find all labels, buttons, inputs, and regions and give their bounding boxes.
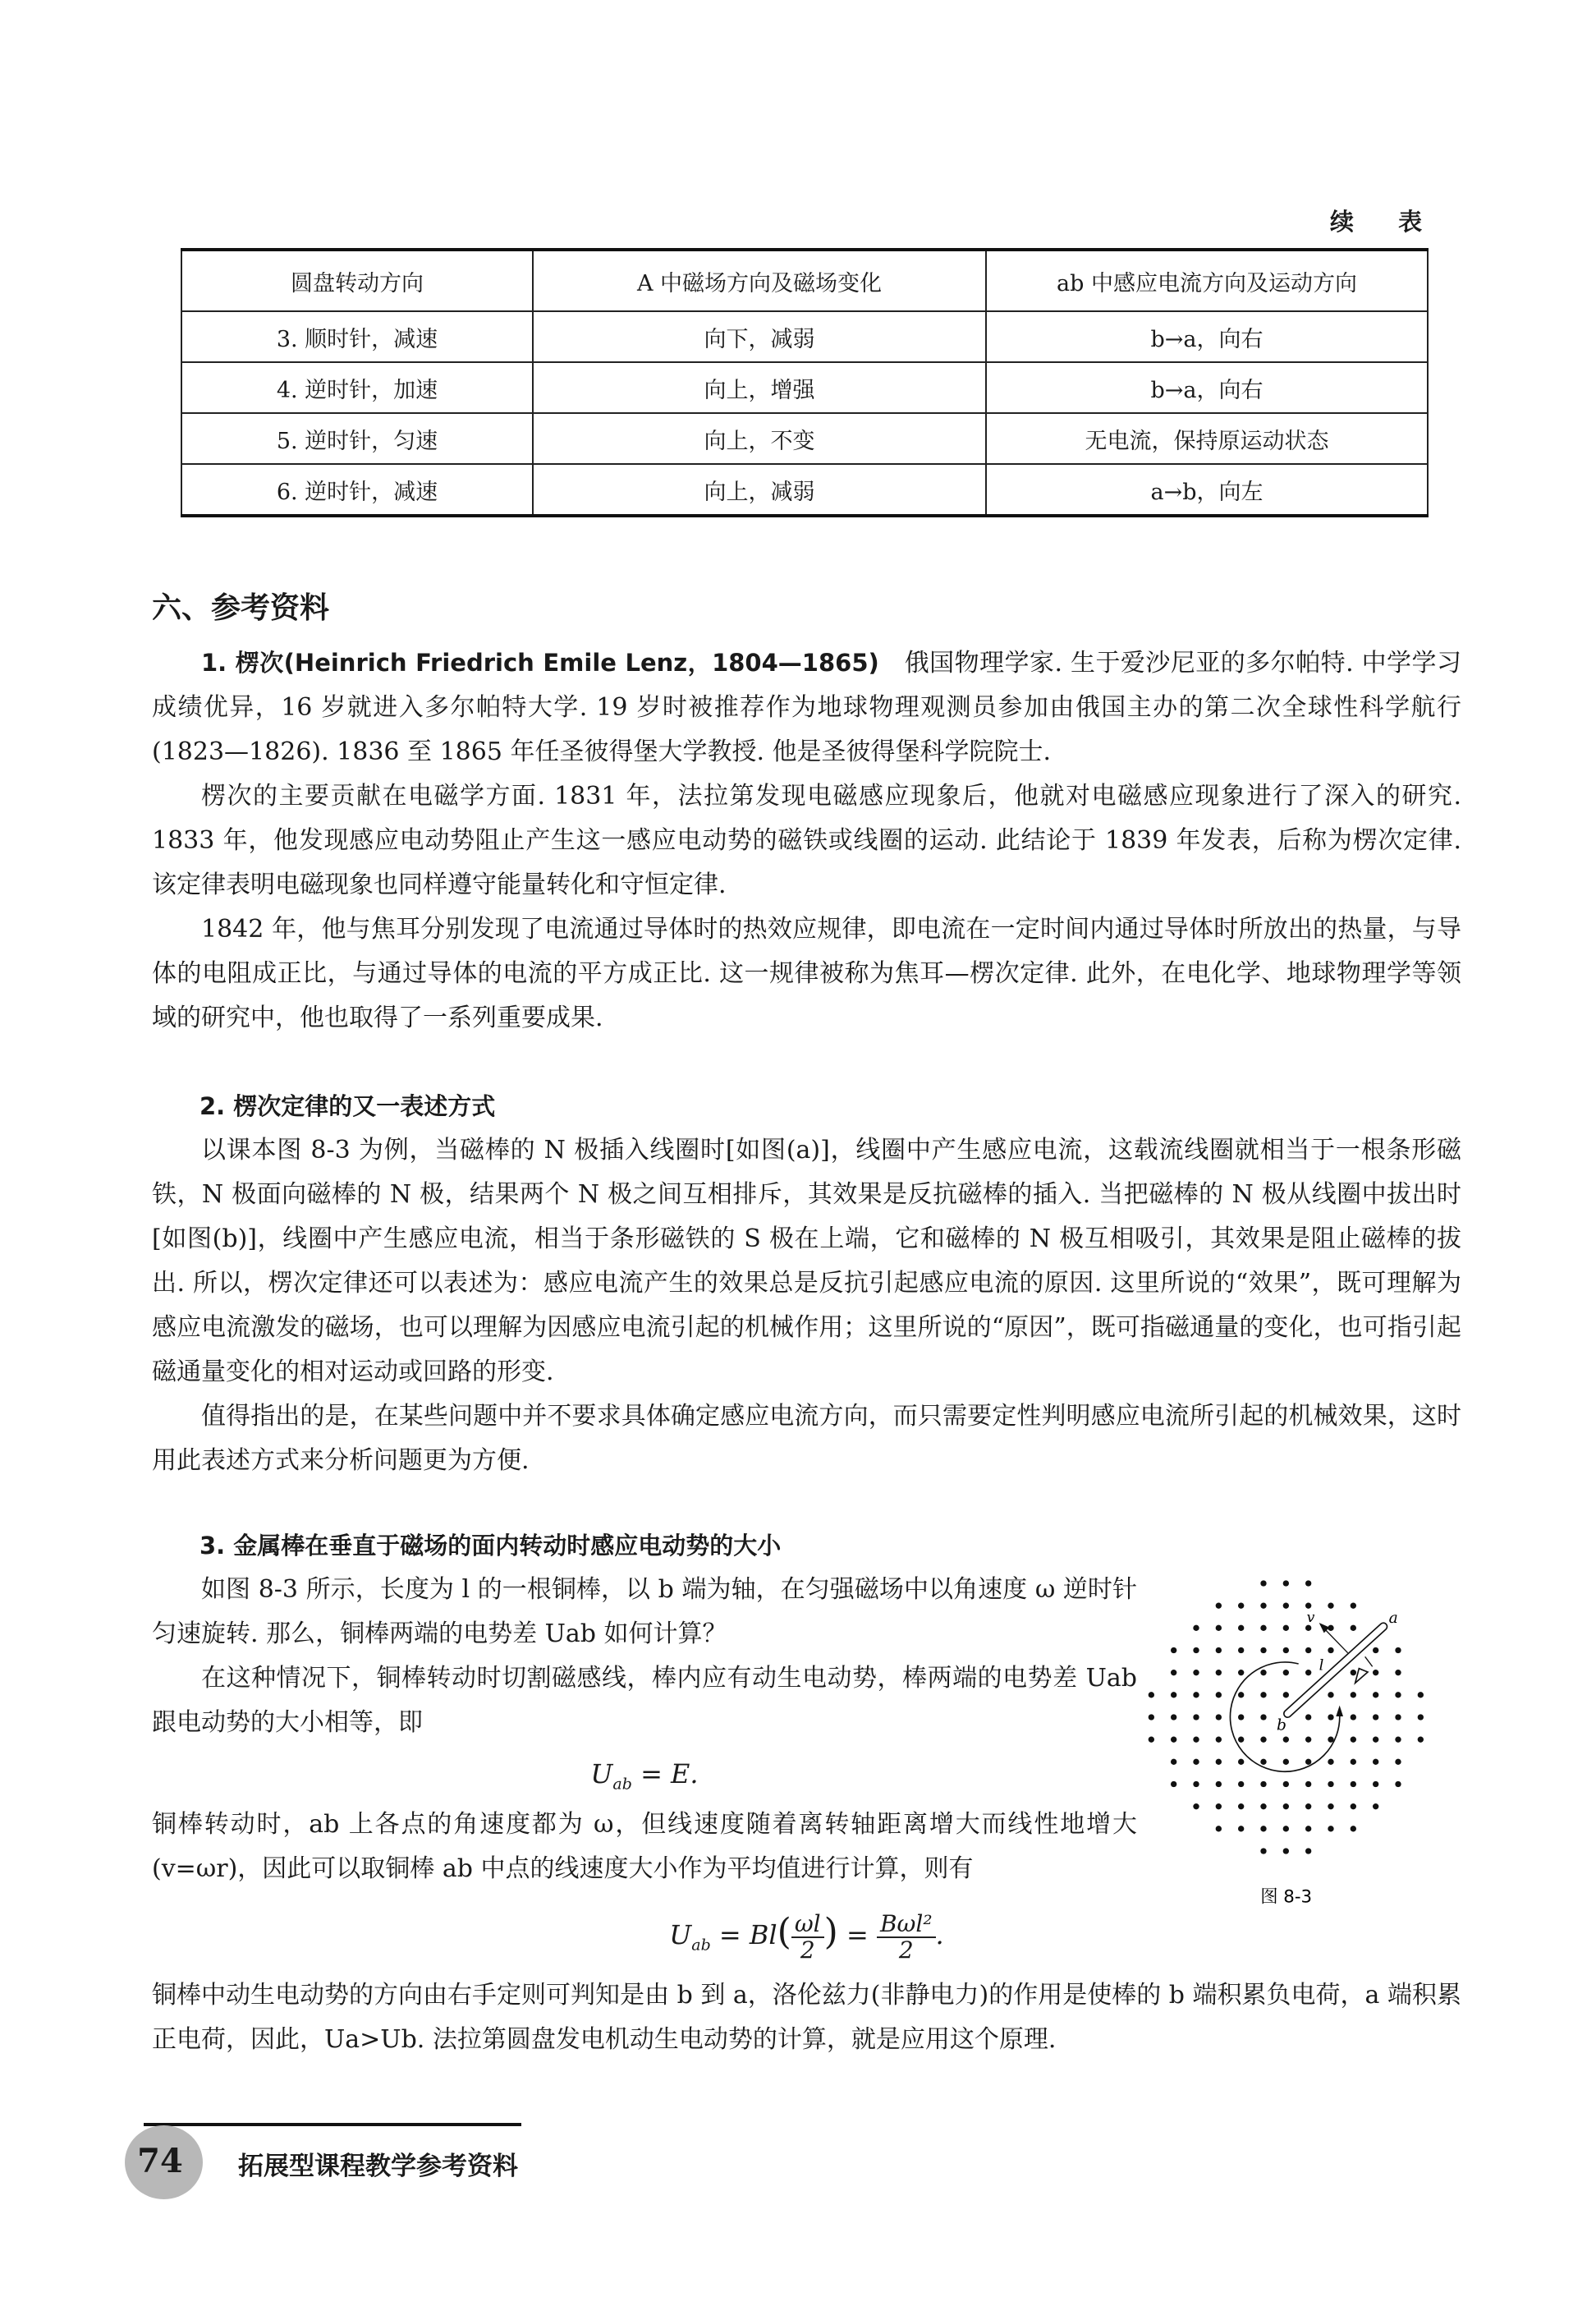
field-dot (1351, 1603, 1356, 1609)
field-dot (1238, 1759, 1244, 1765)
field-dot (1238, 1625, 1244, 1631)
field-dot (1305, 1714, 1311, 1720)
field-dot (1373, 1781, 1378, 1787)
segment-marker (1355, 1669, 1368, 1684)
table-cell: 向上，增强 (533, 362, 986, 413)
field-dot (1328, 1647, 1333, 1653)
field-dot (1351, 1714, 1356, 1720)
formula-subscript: ab (691, 1936, 711, 1955)
table-cell: 向下，减弱 (533, 311, 986, 362)
footer-rule (144, 2123, 521, 2126)
field-dot (1193, 1781, 1199, 1787)
field-dot (1171, 1759, 1176, 1765)
field-dot (1283, 1759, 1289, 1765)
field-dot (1260, 1737, 1266, 1743)
field-dot (1283, 1848, 1289, 1854)
field-dot (1283, 1580, 1289, 1586)
field-dot (1193, 1803, 1199, 1809)
field-dot (1373, 1647, 1378, 1653)
continued-table-label: 续 表 (1330, 208, 1441, 236)
field-dot (1395, 1737, 1401, 1743)
figure-rotating-rod (1133, 1577, 1461, 1946)
paragraph: 值得指出的是，在某些问题中并不要求具体确定感应电流方向，而只需要定性判明感应电流所引起的机械效果，这时用此表述方式来分析问题更为方便. (152, 1402, 1461, 1475)
field-dot (1193, 1737, 1199, 1743)
paragraph: 如图 8-3 所示，长度为 l 的一根铜棒，以 b 端为轴，在匀强磁场中以角速度 ω 逆时针匀速旋转. 那么，铜棒两端的电势差 Uab 如何计算？ (152, 1575, 1137, 1648)
label-b: b (1277, 1716, 1286, 1734)
field-dot (1260, 1580, 1266, 1586)
field-dot (1395, 1714, 1401, 1720)
paragraph: 铜棒中动生电动势的方向由右手定则可判知是由 b 到 a，洛伦兹力(非静电力)的作用是使棒的 b 端积累负电荷，a 端积累正电荷，因此，Ua>Ub. 法拉第圆盘发电机动生电动势的计算，就是应用这个原理. (152, 1981, 1461, 2054)
field-dot (1283, 1737, 1289, 1743)
field-dot (1260, 1603, 1266, 1609)
paragraph: 以课本图 8-3 为例，当磁棒的 N 极插入线圈时[如图(a)]，线圈中产生感应电流，这载流线圈就相当于一根条形磁铁，N 极面向磁棒的 N 极，结果两个 N 极之间互相排斥，其效果是反抗磁棒的插入. 当把磁棒的 N 极从线圈中拔出时[如图(b)]，线圈中产生感应电流，相当于条形磁铁的 S 极在上端，它和磁棒的 N 极互相吸引，其效果是阻止磁棒的拔出. 所以，楞次定律还可以表述为：感应电流产生的效果总是反抗引起感应电流的原因. 这里所说的“效果”，既可理解为感应电流激发的磁场，也可以理解为因感应电流引起的机械作用；这里所说的“原因”，既可指磁通量的变化，也可指引起磁通量变化的相对运动或回路的形变. (152, 1136, 1461, 1386)
field-dot (1193, 1647, 1199, 1653)
field-dot (1418, 1714, 1424, 1720)
numerator: ωl (791, 1912, 824, 1938)
field-dot (1373, 1714, 1378, 1720)
field-dot (1193, 1759, 1199, 1765)
formula-symbol: = Bl (710, 1919, 777, 1950)
field-dot (1171, 1670, 1176, 1675)
field-dot (1305, 1848, 1311, 1854)
field-dot (1373, 1737, 1378, 1743)
field-dot (1351, 1625, 1356, 1631)
field-dot (1328, 1759, 1333, 1765)
field-dot (1418, 1737, 1424, 1743)
field-dot (1283, 1803, 1289, 1809)
section-lenz-law-restatement (152, 1084, 1461, 1483)
field-dot (1395, 1759, 1401, 1765)
field-dot (1149, 1692, 1154, 1697)
field-dot (1216, 1781, 1222, 1787)
field-dot (1171, 1737, 1176, 1743)
field-dot (1216, 1625, 1222, 1631)
disk-rotation-table (181, 248, 1429, 517)
figure-caption: 图 8-3 (1260, 1886, 1313, 1908)
field-dot (1373, 1692, 1378, 1697)
field-dot (1260, 1848, 1266, 1854)
field-dot (1283, 1781, 1289, 1787)
table-row (181, 311, 1428, 362)
subsection-title: 3. 金属棒在垂直于磁场的面内转动时感应电动势的大小 (200, 1532, 782, 1560)
field-dot (1328, 1714, 1333, 1720)
field-dot (1305, 1803, 1311, 1809)
formula-symbol: . (935, 1919, 944, 1950)
paragraph: 1842 年，他与焦耳分别发现了电流通过导体时的热效应规律，即电流在一定时间内通过导体时所放出的热量，与导体的电阻成正比，与通过导体的电流的平方成正比. 这一规律被称为焦耳—楞次定律. 此外，在电化学、地球物理学等领域的研究中，他也取得了一系列重要成果. (152, 915, 1461, 1032)
field-dot (1351, 1803, 1356, 1809)
field-dot (1238, 1737, 1244, 1743)
field-dot (1238, 1603, 1244, 1609)
field-dot (1171, 1647, 1176, 1653)
table-cell: b→a，向右 (986, 362, 1428, 413)
field-dot (1351, 1737, 1356, 1743)
table-header: 圆盘转动方向 (181, 250, 533, 311)
field-dot (1373, 1670, 1378, 1675)
fraction (877, 1909, 936, 1964)
field-dot (1260, 1759, 1266, 1765)
field-dot (1305, 1580, 1311, 1586)
table-header: ab 中感应电流方向及运动方向 (986, 250, 1428, 311)
field-dot (1283, 1603, 1289, 1609)
field-dot (1283, 1670, 1289, 1675)
field-dot (1216, 1803, 1222, 1809)
table-row (181, 464, 1428, 516)
denominator: 2 (898, 1936, 914, 1964)
field-dot (1216, 1647, 1222, 1653)
formula-symbol: U (669, 1919, 692, 1950)
section-heading: 六、参考资料 (152, 591, 330, 625)
field-dot (1260, 1692, 1266, 1697)
field-dot (1328, 1826, 1333, 1831)
paragraph: 楞次的主要贡献在电磁学方面. 1831 年，法拉第发现电磁感应现象后，他就对电磁感应现象进行了深入的研究. 1833 年，他发现感应电动势阻止产生这一感应电动势的磁铁或线圈的运动. 此结论于 1839 年发表，后称为楞次定律. 该定律表明电磁现象也同样遵守能量转化和守恒定律. (152, 782, 1461, 899)
table-cell: 6. 逆时针，减速 (181, 464, 533, 516)
rotation-arrow-icon (1336, 1706, 1343, 1716)
table-row (181, 362, 1428, 413)
field-dot (1193, 1670, 1199, 1675)
field-dot (1238, 1803, 1244, 1809)
field-dot (1305, 1737, 1311, 1743)
field-dot (1260, 1826, 1266, 1831)
formula-uab-equals-e (152, 1745, 1137, 1803)
field-dot (1283, 1826, 1289, 1831)
field-dot (1171, 1781, 1176, 1787)
field-dot (1260, 1625, 1266, 1631)
paragraph-text: 俄国物理学家. 生于爱沙尼亚的多尔帕特. 中学学习成绩优异，16 岁就进入多尔帕特大学. 19 岁时被推荐作为地球物理观测员参加由俄国主办的第二次全球性科学航行(1823—1826). 1836 至 1865 年任圣彼得堡大学教授. 他是圣彼得堡科学院院士. (152, 649, 1461, 766)
paragraph (152, 641, 1461, 774)
formula-uab-result: $U_{ab} = Bl$( $\frac{\omega l}{2}$ ) = $\frac{\text{Bωl²}}{2}$ . (669, 1909, 944, 1964)
formula-symbol: U (590, 1758, 613, 1789)
field-dot (1238, 1826, 1244, 1831)
table-cell: a→b，向左 (986, 464, 1428, 516)
field-dot (1238, 1647, 1244, 1653)
field-dot (1305, 1826, 1311, 1831)
field-dot (1260, 1781, 1266, 1787)
field-dot (1216, 1737, 1222, 1743)
subsection-title: 1. 楞次(Heinrich Friedrich Emile Lenz，1804—1865) (201, 649, 879, 677)
field-dot (1193, 1692, 1199, 1697)
field-dot (1283, 1625, 1289, 1631)
field-dot (1283, 1647, 1289, 1653)
field-dot (1351, 1670, 1356, 1675)
field-dot (1328, 1781, 1333, 1787)
field-dot (1238, 1781, 1244, 1787)
numerator: Bωl² (877, 1912, 936, 1938)
field-dot (1216, 1714, 1222, 1720)
denominator: 2 (800, 1936, 815, 1964)
book-title: 拓展型课程教学参考资料 (238, 2152, 518, 2181)
field-dot (1373, 1803, 1378, 1809)
field-dot (1305, 1759, 1311, 1765)
section-lenz-biography (152, 641, 1461, 1041)
field-dot (1260, 1670, 1266, 1675)
formula-symbol: = (837, 1919, 877, 1950)
paragraph: 在这种情况下，铜棒转动时切割磁感线，棒内应有动生电动势，棒两端的电势差 Uab 跟电动势的大小相等，即 (152, 1664, 1137, 1737)
field-dot (1216, 1692, 1222, 1697)
table-cell: 无电流，保持原运动状态 (986, 413, 1428, 464)
field-dot (1305, 1781, 1311, 1787)
field-dot (1328, 1692, 1333, 1697)
field-dot (1149, 1714, 1154, 1720)
field-dot (1216, 1759, 1222, 1765)
field-dot (1283, 1692, 1289, 1697)
velocity-arrow-icon (1319, 1623, 1330, 1633)
field-dot (1328, 1603, 1333, 1609)
field-dot (1193, 1625, 1199, 1631)
subsection-title: 2. 楞次定律的又一表述方式 (200, 1092, 496, 1120)
field-dot (1216, 1826, 1222, 1831)
field-dot (1351, 1826, 1356, 1831)
formula-symbol: = E. (631, 1758, 699, 1789)
field-dot (1238, 1692, 1244, 1697)
field-dot (1260, 1803, 1266, 1809)
table-cell: 4. 逆时针，加速 (181, 362, 533, 413)
fraction (791, 1909, 824, 1964)
paragraph: 铜棒转动时，ab 上各点的角速度都为 ω，但线速度随着离转轴距离增大而线性地增大(v=ωr)，因此可以取铜棒 ab 中点的线速度大小作为平均值进行计算，则有 (152, 1810, 1137, 1883)
table-cell: 向上，减弱 (533, 464, 986, 516)
field-dot (1395, 1647, 1401, 1653)
field-dot (1305, 1603, 1311, 1609)
field-dot (1395, 1692, 1401, 1697)
field-dot (1395, 1781, 1401, 1787)
table-cell: 向上，不变 (533, 413, 986, 464)
field-dot (1171, 1692, 1176, 1697)
field-dot (1351, 1759, 1356, 1765)
field-dot (1328, 1803, 1333, 1809)
formula-subscript: ab (612, 1775, 632, 1794)
field-dot (1305, 1670, 1311, 1675)
field-dot (1260, 1714, 1266, 1720)
label-a: a (1388, 1610, 1398, 1627)
field-dot (1351, 1692, 1356, 1697)
table-header-row (181, 250, 1428, 311)
table-row (181, 413, 1428, 464)
field-dot (1238, 1714, 1244, 1720)
label-v: v (1306, 1610, 1315, 1626)
field-dot (1216, 1670, 1222, 1675)
field-dot (1260, 1647, 1266, 1653)
table-cell: b→a，向右 (986, 311, 1428, 362)
field-dot (1418, 1692, 1424, 1697)
label-l: l (1319, 1656, 1324, 1675)
field-dot (1149, 1737, 1154, 1743)
field-dot (1351, 1781, 1356, 1787)
table-cell: 3. 顺时针，减速 (181, 311, 533, 362)
field-dot (1395, 1670, 1401, 1675)
text-column (152, 1568, 1137, 1891)
field-dot (1328, 1737, 1333, 1743)
table-cell: 5. 逆时针，匀速 (181, 413, 533, 464)
table-header: A 中磁场方向及磁场变化 (533, 250, 986, 311)
field-dot (1171, 1714, 1176, 1720)
field-dot (1193, 1714, 1199, 1720)
field-dot (1238, 1670, 1244, 1675)
field-dot (1373, 1759, 1378, 1765)
field-dot (1305, 1647, 1311, 1653)
page-number: 74 (137, 2142, 183, 2180)
field-dot (1216, 1603, 1222, 1609)
